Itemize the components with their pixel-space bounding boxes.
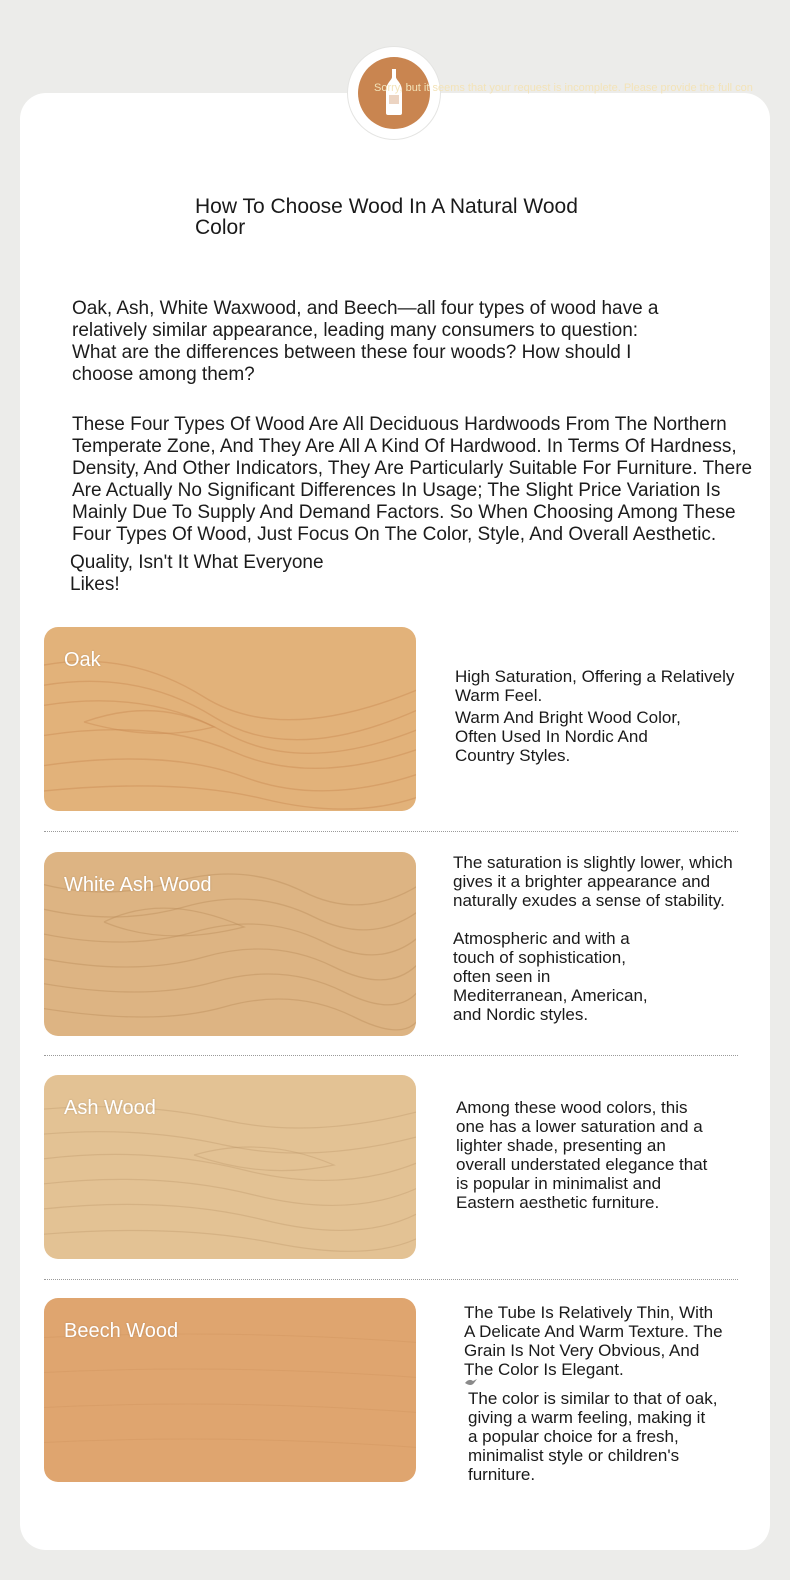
oak-description-2: Warm And Bright Wood Color, Often Used In Nordic And Country Styles. (455, 708, 681, 765)
beech-description-2: The color is similar to that of oak, giving a warm feeling, making it a popular choice for a fresh, minimalist style or children's furniture. (468, 1389, 718, 1484)
divider (44, 831, 738, 832)
wood-name-ash: Ash Wood (64, 1097, 156, 1119)
ash-description-1: Among these wood colors, this one has a lower saturation and a lighter shade, presenting an overall understated elegance that is popular in minimalist and Eastern aesthetic furniture. (456, 1098, 708, 1212)
wood-swatch-ash (44, 1075, 416, 1259)
white-ash-description-2: Atmospheric and with a touch of sophistication, often seen in Mediterranean, American, and Nordic styles. (453, 929, 648, 1024)
intro-paragraph: Oak, Ash, White Waxwood, and Beech—all four types of wood have a relatively similar appearance, leading many consumers to question: What are the differences between these four woods? How should I choose among them? (72, 298, 659, 385)
white-ash-description-1: The saturation is slightly lower, which gives it a brighter appearance and naturally exudes a sense of stability. (453, 853, 733, 910)
body-paragraph: These Four Types Of Wood Are All Deciduous Hardwoods From The Northern Temperate Zone, And They Are All A Kind Of Hardwood. In Terms Of Hardness, Density, And Other Indicators, They Are Particularly Suitable For Furniture. There Are Actually No Significant Differences In Usage; The Slight Price Variation Is Mainly Due To Supply And Demand Factors. So When Choosing Among These Four Types Of Wood, Just Focus On The Color, Style, And Overall Aesthetic. (72, 414, 753, 545)
divider (44, 1279, 738, 1280)
wood-name-white-ash: White Ash Wood (64, 874, 212, 896)
bird-icon (464, 1376, 478, 1388)
closing-line: Quality, Isn't It What Everyone Likes! (70, 552, 324, 595)
badge-overlay-text: Sorry, but it seems that your request is incomplete. Please provide the full con (374, 82, 753, 94)
divider (44, 1055, 738, 1056)
wood-name-oak: Oak (64, 649, 101, 671)
page-title: How To Choose Wood In A Natural Wood Color (195, 195, 578, 239)
wood-name-beech: Beech Wood (64, 1320, 179, 1342)
wood-swatch-white-ash (44, 852, 416, 1036)
oak-description-1: High Saturation, Offering a Relatively Warm Feel. (455, 667, 735, 705)
wood-swatch-beech (44, 1298, 416, 1482)
beech-description-1: The Tube Is Relatively Thin, With A Delicate And Warm Texture. The Grain Is Not Very Obvious, And The Color Is Elegant. (464, 1303, 723, 1379)
wood-swatch-oak (44, 627, 416, 811)
